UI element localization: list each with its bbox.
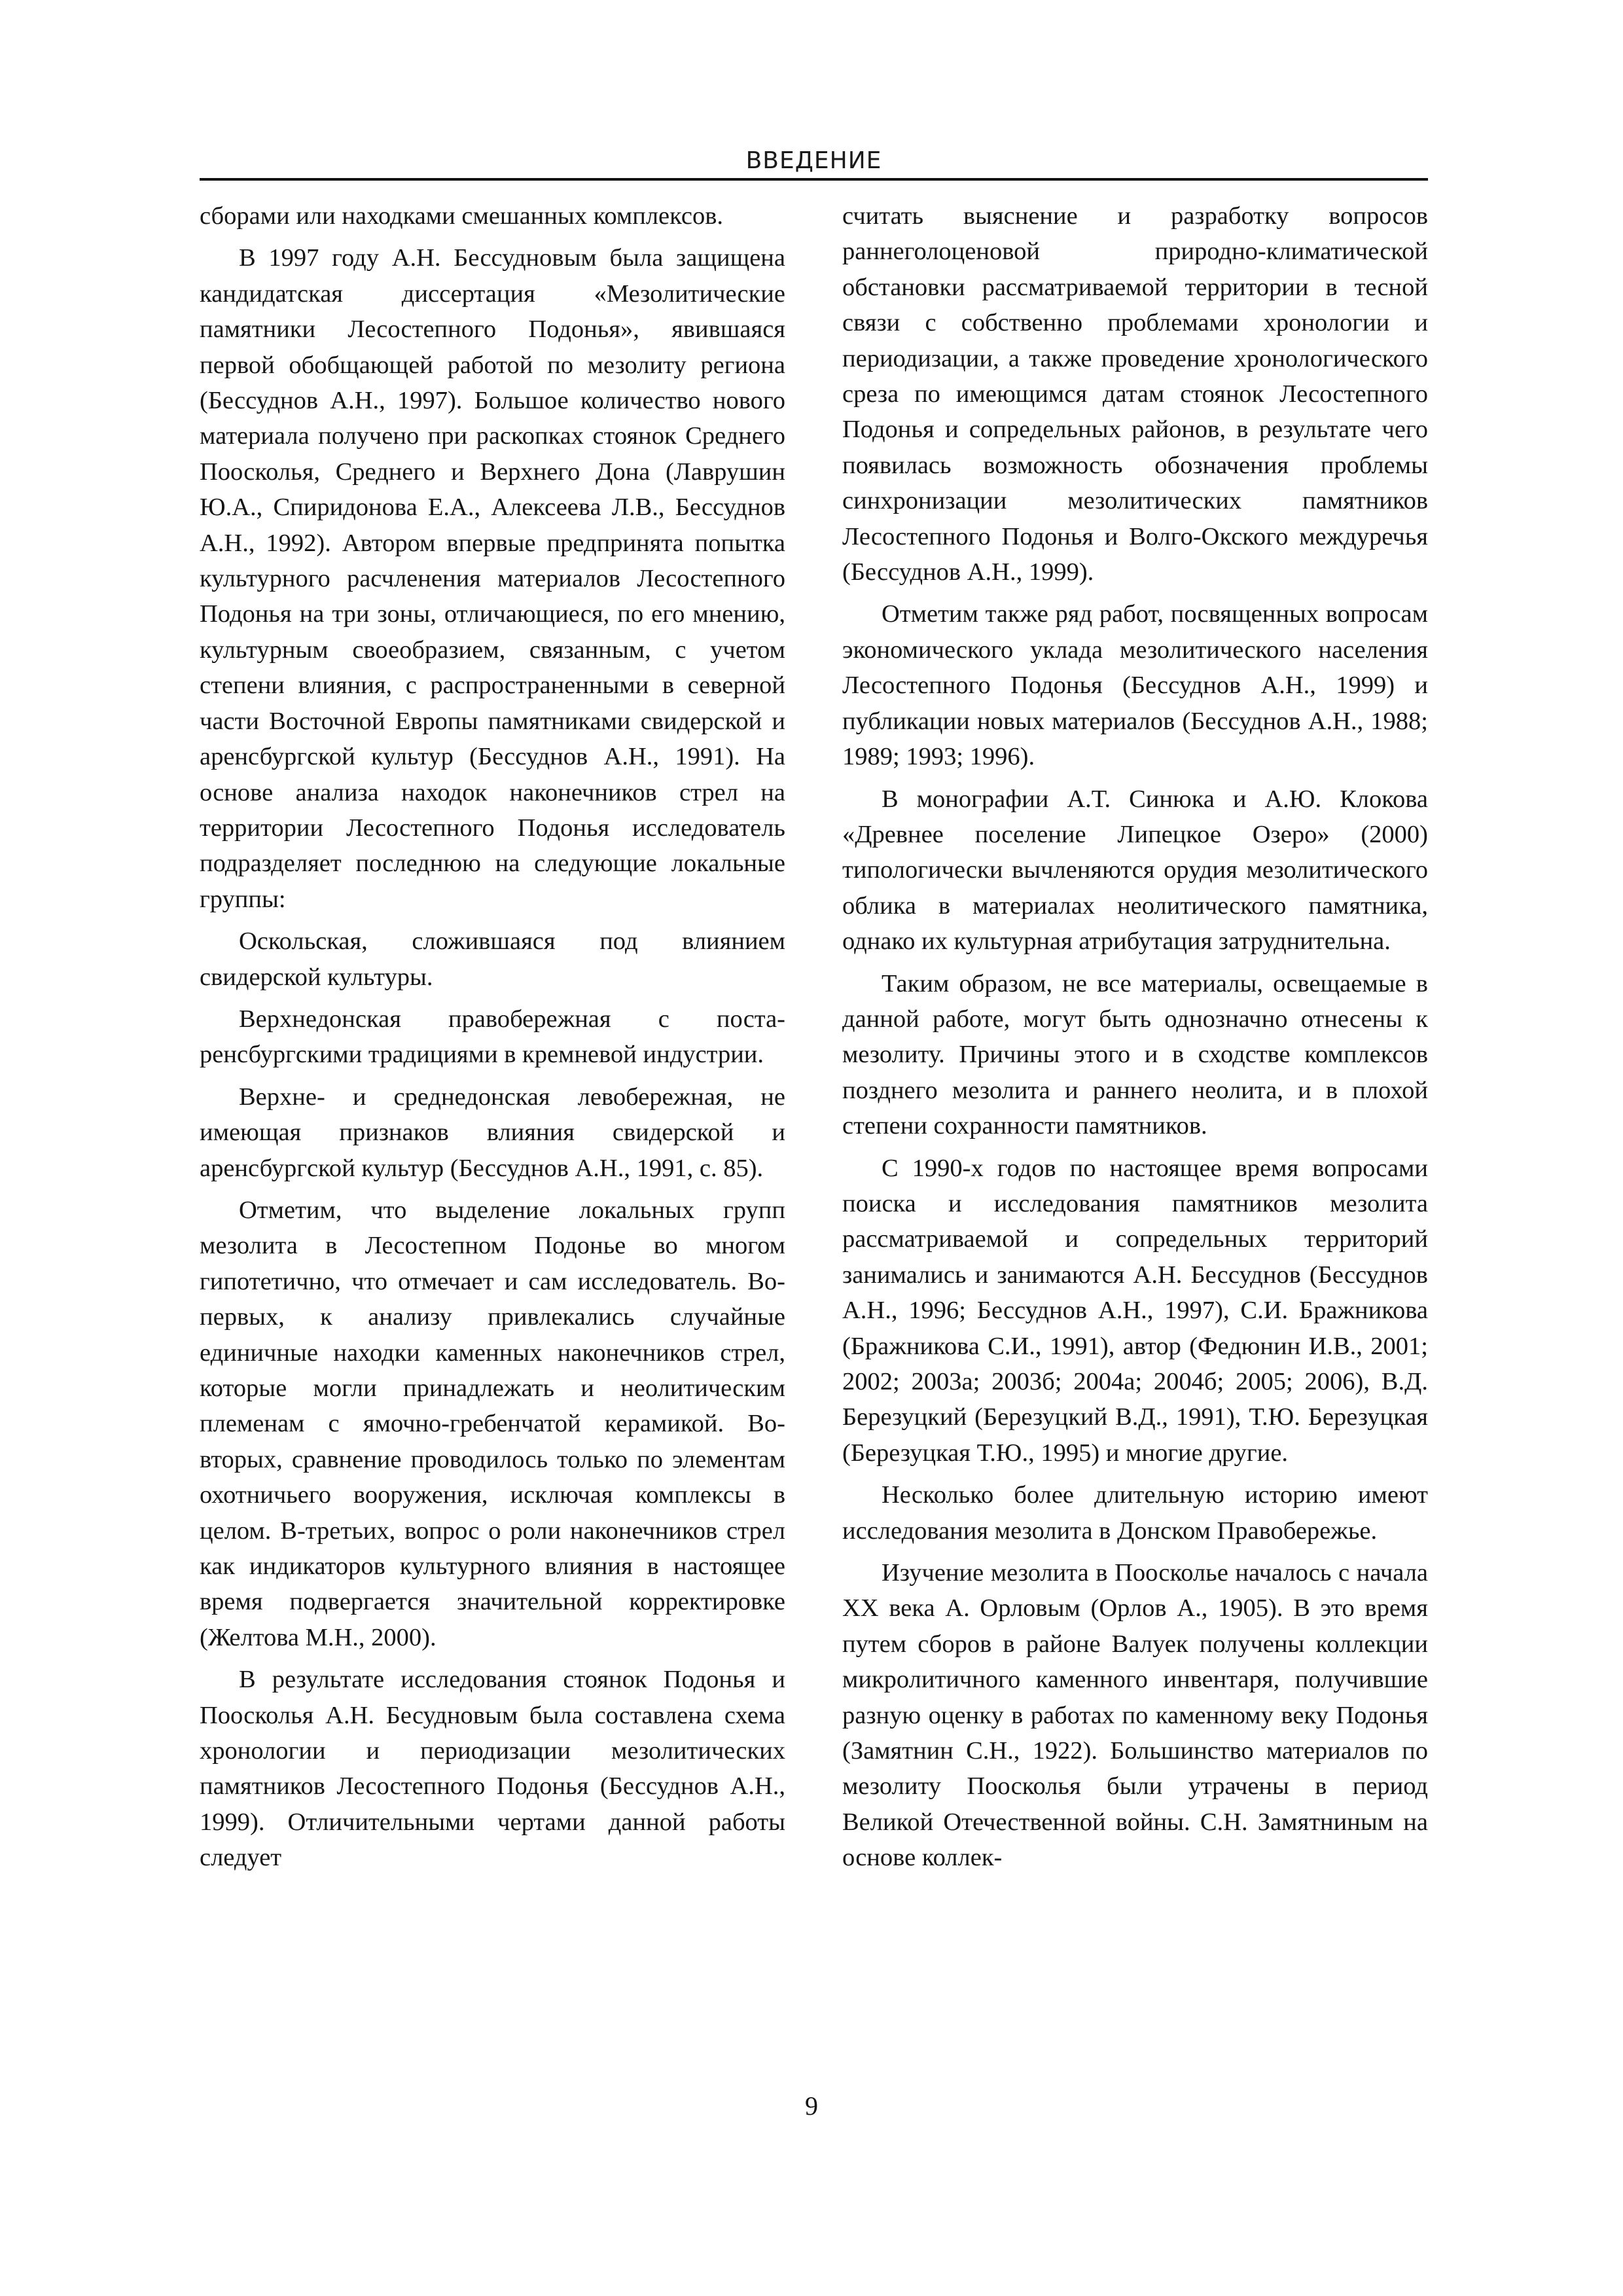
paragraph: сборами или находками смешанных комплексов. [200,202,724,230]
page-number: 9 [805,2091,818,2121]
paragraph: считать выяснение и разработку вопросов раннеголоценовой природно-климатической обстановки рассматриваемой территории в тесной связи с собственно проблемами хронологии и периодизации, а также проведение хронологического среза по имеющимся датам стоянок Лесостепного Подонья и сопредельных районов, в результате чего появилась возможность обозначения проблемы синхронизации мезолитических памятников Лесостепного Подонья и Волго-Окского междуречья (Бессуднов А.Н., 1999). [842,202,1428,586]
paragraph: Изучение мезолита в Поосколье началось с начала XX века А. Орловым (Орлов А., 1905). В это время путем сборов в районе Валуек получены коллекции микролитичного каменного инвентаря, получившие разную оценку в работах по каменному веку Подонья (Замятнин С.Н., 1922). Большинство материалов по мезолиту Поосколья были утрачены в период Великой Отечественной войны. С.Н. Замятниным на основе коллек- [842,1559,1428,1872]
paragraph: Оскольская, сложившаяся под влиянием свидерской культуры. [200,927,785,991]
header-rule [200,178,1428,181]
paragraph: В результате исследования стоянок Подонья и Поосколья А.Н. Бесудновым была составлена схема хронологии и периодизации мезолитических памятников Лесостепного Подонья (Бессуднов А.Н., 1999). Отличительными чертами данной работы следует [200,1666,785,1872]
paragraph: Отметим также ряд работ, посвященных вопросам экономического уклада мезолитического населения Лесостепного Подонья (Бессуднов А.Н., 1999) и публикации новых материалов (Бессуднов А.Н., 1988; 1989; 1993; 1996). [842,600,1428,771]
paragraph: С 1990-х годов по настоящее время вопросами поиска и исследования памятников мезолита рассматриваемой и сопредельных территорий занимались и занимаются А.Н. Бессуднов (Бессуднов А.Н., 1996; Бессуднов А.Н., 1997), С.И. Бражникова (Бражникова С.И., 1991), автор (Федюнин И.В., 2001; 2002; 2003а; 2003б; 2004а; 2004б; 2005; 2006), В.Д. Березуцкий (Березуцкий В.Д., 1991), Т.Ю. Березуцкая (Березуцкая Т.Ю., 1995) и многие другие. [842,1154,1428,1467]
running-header: ВВЕДЕНИЕ [745,147,882,174]
paragraph: Отметим, что выделение локальных групп мезолита в Лесостепном Подонье во многом гипотетично, что отмечает и сам исследователь. Во-первых, к анализу привлекались случайные единичные находки каменных наконечников стрел, которые могли принадлежать и неолитическим племенам с ямочно-гребенчатой керамикой. Во-вторых, сравнение проводилось только по элементам охотничьего вооружения, исключая комплексы в целом. В-третьих, вопрос о роли наконечников стрел как индикаторов культурного влияния в настоящее время подвергается значительной корректировке (Желтова М.Н., 2000). [200,1196,785,1651]
paragraph: Таким образом, не все материалы, освещаемые в данной работе, могут быть однозначно отнесены к мезолиту. Причины этого и в сходстве комплексов позднего мезолита и раннего неолита, и в плохой степени сохранности памятников. [842,969,1428,1140]
paragraph: Верхнедонская правобережная с постаренсбургскими традициями в кремневой индустрии. [200,1005,785,1069]
paragraph: В монографии А.Т. Синюка и А.Ю. Клокова «Древнее поселение Липецкое Озеро» (2000) типологически вычленяются орудия мезолитического облика в материалах неолитического памятника, однако их культурная атрибутация затруднительна. [842,785,1428,956]
text-column-left [200,198,785,2057]
paragraph: В 1997 году А.Н. Бессудновым была защищена кандидатская диссертация «Мезолитические памятники Лесостепного Подонья», явившаяся первой обобщающей работой по мезолиту региона (Бессуднов А.Н., 1997). Большое количество нового материала получено при раскопках стоянок Среднего Поосколья, Среднего и Верхнего Дона (Лаврушин Ю.А., Спиридонова Е.А., Алексеева Л.В., Бессуднов А.Н., 1992). Автором впервые предпринята попытка культурного расчленения материалов Лесостепного Подонья на три зоны, отличающиеся, по его мнению, культурным своеобразием, связанным, с учетом степени влияния, с распространенными в северной части Восточной Европы памятниками свидерской и аренсбургской культур (Бессуднов А.Н., 1991). На основе анализа находок наконечников стрел на территории Лесостепного Подонья исследователь подразделяет последнюю на следующие локальные группы: [200,244,785,913]
paragraph: Верхне- и среднедонская левобережная, не имеющая признаков влияния свидерской и аренсбургской культур (Бессуднов А.Н., 1991, с. 85). [200,1083,785,1182]
text-column-right [842,198,1428,2057]
paragraph: Несколько более длительную историю имеют исследования мезолита в Донском Правобережье. [842,1481,1428,1545]
